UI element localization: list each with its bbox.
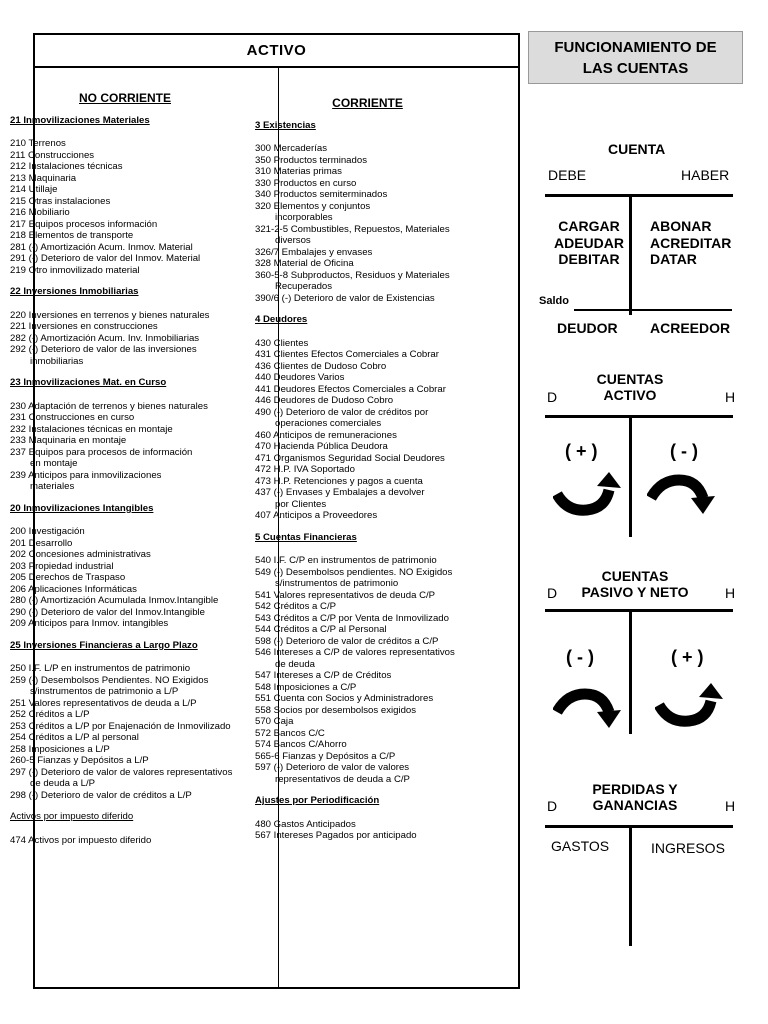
account-label: 214 Utillaje xyxy=(10,184,58,195)
account-item xyxy=(10,310,240,322)
account-item xyxy=(10,161,240,173)
account-item xyxy=(10,698,240,710)
section-title: 3 Existencias xyxy=(255,119,316,131)
account-label: 237 Equipos para procesos de información xyxy=(10,446,193,458)
funcionamiento-title-line1: FUNCIONAMIENTO DE xyxy=(554,39,717,56)
account-label: 436 Clientes de Dudoso Cobro xyxy=(255,360,387,372)
cargar-label: CARGAR xyxy=(558,218,620,234)
account-item xyxy=(255,762,480,785)
abonar-label: ABONAR xyxy=(650,218,712,234)
funcionamiento-title xyxy=(528,31,743,84)
account-item xyxy=(10,732,240,744)
section-title: 20 Inmovilizaciones Intangibles xyxy=(10,502,154,514)
activo-d-label: D xyxy=(547,389,558,405)
account-label: 290 (-) Deterioro de valor del Inmov.Intangible xyxy=(10,606,205,618)
pasivo-t-top-line xyxy=(545,609,733,612)
account-label: 597 (-) Deterioro de valor de valores xyxy=(255,762,410,773)
cargar-column xyxy=(553,218,625,268)
account-label: 430 Clientes xyxy=(255,337,309,349)
pyg-t-top-line xyxy=(545,825,733,828)
corriente-column xyxy=(255,98,480,842)
cuenta-title: CUENTA xyxy=(608,141,666,157)
account-label: 350 Productos terminados xyxy=(255,154,367,166)
account-item xyxy=(255,716,480,728)
account-label-continuation: inmobiliarias xyxy=(30,355,84,367)
activo-h-label: H xyxy=(725,389,736,405)
account-item xyxy=(255,201,480,224)
account-label: 231 Construcciones en curso xyxy=(10,412,135,423)
account-item xyxy=(10,333,240,345)
section-title: 22 Inversiones Inmobiliarias xyxy=(10,286,139,297)
corriente-sections xyxy=(255,120,480,842)
activo-plus-sign: ( + ) xyxy=(565,441,598,461)
account-item xyxy=(10,584,240,596)
account-label: 258 Imposiciones a L/P xyxy=(10,743,110,755)
account-item xyxy=(255,590,480,602)
account-item xyxy=(255,338,480,350)
account-item xyxy=(255,705,480,717)
abonar-column xyxy=(650,218,731,268)
cuenta-t-vertical-line xyxy=(629,194,632,315)
account-item xyxy=(10,835,240,847)
account-label: 431 Clientes Efectos Comerciales a Cobrar xyxy=(255,349,439,360)
pyg-d-label: D xyxy=(547,798,558,814)
account-label-continuation: Recuperados xyxy=(275,281,333,292)
account-label-continuation: s/instrumentos de patrimonio xyxy=(275,578,399,589)
account-label-continuation: representativos de deuda a C/P xyxy=(275,773,410,785)
account-label: 471 Organismos Seguridad Social Deudores xyxy=(255,452,445,464)
account-item xyxy=(10,618,240,630)
no-corriente-title: NO CORRIENTE xyxy=(78,91,171,105)
account-item xyxy=(10,709,240,721)
account-item xyxy=(10,790,240,802)
section-title: 21 Inmovilizaciones Materiales xyxy=(10,114,150,126)
account-label: 326/7 Embalajes y envases xyxy=(255,246,373,258)
cuentas-activo-title-line2: ACTIVO xyxy=(603,387,657,403)
account-label: 472 H.P. IVA Soportado xyxy=(255,464,355,475)
haber-label: HABER xyxy=(681,167,730,183)
account-label-continuation: de deuda a L/P xyxy=(30,778,96,789)
account-label: 253 Créditos a L/P por Enajenación de Inmovilizado xyxy=(10,720,231,732)
account-label: 259 (-) Desembolsos Pendientes. NO Exigidos xyxy=(10,674,209,686)
debitar-label: DEBITAR xyxy=(558,251,620,267)
section-title: 5 Cuentas Financieras xyxy=(255,531,357,543)
saldo-label: Saldo xyxy=(539,295,569,307)
account-label: 220 Inversiones en terrenos y bienes naturales xyxy=(10,309,210,321)
account-item xyxy=(10,424,240,436)
corriente-title: CORRIENTE xyxy=(332,96,403,110)
account-item xyxy=(10,150,240,162)
account-label: 407 Anticipos a Proveedores xyxy=(255,510,378,521)
account-item xyxy=(10,538,240,550)
account-item xyxy=(255,567,480,590)
account-item xyxy=(255,670,480,682)
pasivo-h-label: H xyxy=(725,585,736,601)
account-label: 221 Inversiones en construcciones xyxy=(10,321,158,332)
no-corriente-sections xyxy=(10,115,240,847)
account-label: 216 Mobiliario xyxy=(10,207,70,218)
account-label: 213 Maquinaria xyxy=(10,172,77,184)
account-item xyxy=(255,407,480,430)
cuentas-activo-title xyxy=(560,371,700,403)
account-item xyxy=(255,739,480,751)
account-item xyxy=(255,728,480,740)
account-label: 200 Investigación xyxy=(10,526,85,537)
account-label: 281 (-) Amortización Acum. Inmov. Material xyxy=(10,241,193,253)
account-item xyxy=(255,636,480,648)
account-label: 544 Créditos a C/P al Personal xyxy=(255,624,387,635)
funcionamiento-title-line2: LAS CUENTAS xyxy=(582,60,689,77)
curved-arrow-down-icon xyxy=(553,688,623,732)
account-item xyxy=(10,663,240,675)
account-item xyxy=(255,178,480,190)
account-item xyxy=(255,384,480,396)
section-title: 23 Inmovilizaciones Mat. en Curso xyxy=(10,377,167,388)
account-label: 297 (-) Deterioro de valor de valores representativos xyxy=(10,766,233,778)
account-label: 210 Terrenos xyxy=(10,138,66,149)
account-item xyxy=(255,476,480,488)
account-label: 212 Instalaciones técnicas xyxy=(10,161,123,172)
account-item xyxy=(255,693,480,705)
account-label: 565-6 Fianzas y Depósitos a C/P xyxy=(255,750,396,762)
account-label: 320 Elementos y conjuntos xyxy=(255,200,371,212)
cuentas-activo-title-line1: CUENTAS xyxy=(596,371,664,387)
account-item xyxy=(10,344,240,367)
account-item xyxy=(255,143,480,155)
debe-label: DEBE xyxy=(548,167,587,183)
account-label: 321-2-5 Combustibles, Repuestos, Materiales xyxy=(255,223,450,235)
account-label: 202 Concesiones administrativas xyxy=(10,549,151,560)
ingresos-label: INGRESOS xyxy=(651,840,725,856)
account-item xyxy=(255,624,480,636)
no-corriente-column xyxy=(10,93,240,846)
account-item xyxy=(255,155,480,167)
account-label: 572 Bancos C/C xyxy=(255,727,325,739)
account-item xyxy=(10,595,240,607)
pyg-h-label: H xyxy=(725,798,736,814)
pyg-title-line2: GANANCIAS xyxy=(592,797,678,813)
account-item xyxy=(255,613,480,625)
activo-t-vertical-line xyxy=(629,415,632,537)
account-item xyxy=(10,755,240,767)
account-label-continuation: operaciones comerciales xyxy=(275,418,382,429)
account-item xyxy=(10,767,240,790)
account-label: 252 Créditos a L/P xyxy=(10,709,90,720)
pyg-title xyxy=(565,781,705,813)
account-label: 551 Cuenta con Socios y Administradores xyxy=(255,693,434,704)
account-item xyxy=(255,166,480,178)
account-item xyxy=(10,549,240,561)
account-label: 217 Equipos procesos información xyxy=(10,218,158,230)
account-item xyxy=(255,819,480,831)
account-item xyxy=(10,447,240,470)
account-label: 251 Valores representativos de deuda a L/P xyxy=(10,697,197,709)
account-label: 437 (-) Envases y Embalajes a devolver xyxy=(255,487,425,498)
activo-t-top-line xyxy=(545,415,733,418)
deudor-label: DEUDOR xyxy=(557,320,618,336)
account-item xyxy=(10,196,240,208)
account-item xyxy=(255,601,480,613)
account-label-continuation: s/instrumentos de patrimonio a L/P xyxy=(30,686,179,697)
saldo-line xyxy=(574,309,732,311)
account-label: 206 Aplicaciones Informáticas xyxy=(10,583,137,595)
account-item xyxy=(255,361,480,373)
account-label-continuation: diversos xyxy=(275,235,311,246)
account-label-continuation: de deuda xyxy=(275,658,316,670)
section-title: 25 Inversiones Financieras a Largo Plazo xyxy=(10,639,198,651)
account-item xyxy=(255,224,480,247)
account-label: 219 Otro inmovilizado material xyxy=(10,264,140,276)
account-label: 203 Propiedad industrial xyxy=(10,560,114,572)
section-title: Ajustes por Periodificación xyxy=(255,795,380,806)
account-label: 282 (-) Amortización Acum. Inv. Inmobiliarias xyxy=(10,332,200,344)
account-item xyxy=(10,230,240,242)
adeudar-label: ADEUDAR xyxy=(554,234,624,251)
account-label: 218 Elementos de transporte xyxy=(10,230,134,241)
pasivo-minus-sign: ( - ) xyxy=(566,647,594,667)
account-item xyxy=(255,189,480,201)
activo-title: ACTIVO xyxy=(35,35,518,68)
account-label: 254 Créditos a L/P al personal xyxy=(10,732,139,743)
account-label: 232 Instalaciones técnicas en montaje xyxy=(10,423,173,435)
account-label: 390/6 (-) Deterioro de valor de Existencias xyxy=(255,292,435,304)
account-label-continuation: por Clientes xyxy=(275,498,327,510)
account-label: 460 Anticipos de remuneraciones xyxy=(255,429,397,441)
account-item xyxy=(255,270,480,293)
pyg-title-line1: PERDIDAS Y xyxy=(592,781,678,797)
account-label: 291 (-) Deterioro de valor del Inmov. Material xyxy=(10,253,201,264)
account-item xyxy=(255,441,480,453)
account-label: 574 Bancos C/Ahorro xyxy=(255,739,347,750)
account-label: 360-5-8 Subproductos, Residuos y Materiales xyxy=(255,269,450,281)
account-item xyxy=(255,430,480,442)
account-item xyxy=(10,321,240,333)
acreedor-label: ACREEDOR xyxy=(650,320,731,336)
cuenta-t-top-line xyxy=(545,194,733,197)
account-item xyxy=(255,555,480,567)
account-item xyxy=(255,510,480,522)
account-label: 298 (-) Deterioro de valor de créditos a L/P xyxy=(10,789,192,801)
account-label: 543 Créditos a C/P por Venta de Inmovilizado xyxy=(255,612,449,624)
account-label: 292 (-) Deterioro de valor de las inversiones xyxy=(10,344,197,355)
account-label: 328 Material de Oficina xyxy=(255,258,354,269)
account-item xyxy=(10,412,240,424)
account-item xyxy=(255,293,480,305)
account-label: 441 Deudores Efectos Comerciales a Cobrar xyxy=(255,383,446,395)
curved-arrow-up-icon xyxy=(655,683,725,727)
activo-minus-sign: ( - ) xyxy=(670,441,698,461)
gastos-label: GASTOS xyxy=(551,838,610,854)
account-label: 230 Adaptación de terrenos y bienes naturales xyxy=(10,400,208,412)
account-label: 546 Intereses a C/P de valores representativos xyxy=(255,647,455,658)
cuentas-pasivo-title-line2: PASIVO Y NETO xyxy=(581,584,689,600)
account-item xyxy=(10,675,240,698)
account-item xyxy=(255,349,480,361)
account-label: 540 I.F. C/P en instrumentos de patrimonio xyxy=(255,555,437,566)
datar-label: DATAR xyxy=(650,251,697,267)
account-item xyxy=(255,464,480,476)
account-label: 215 Otras instalaciones xyxy=(10,195,111,207)
pasivo-d-label: D xyxy=(547,585,558,601)
account-item xyxy=(255,258,480,270)
account-label-continuation: materiales xyxy=(30,481,75,492)
account-item xyxy=(10,572,240,584)
account-item xyxy=(10,265,240,277)
account-item xyxy=(255,487,480,510)
account-label: 340 Productos semiterminados xyxy=(255,189,388,200)
account-item xyxy=(10,470,240,493)
account-item xyxy=(255,247,480,259)
curved-arrow-down-icon xyxy=(647,474,717,518)
account-label: 440 Deudores Varios xyxy=(255,372,345,383)
account-label: 598 (-) Deterioro de valor de créditos a C/P xyxy=(255,635,439,647)
pasivo-plus-sign: ( + ) xyxy=(671,647,704,667)
account-label: 473 H.P. Retenciones y pagos a cuenta xyxy=(255,475,423,487)
account-item xyxy=(255,453,480,465)
account-item xyxy=(255,830,480,842)
account-item xyxy=(10,184,240,196)
account-item xyxy=(10,207,240,219)
account-label: 547 Intereses a C/P de Créditos xyxy=(255,670,392,681)
account-label: 209 Anticipos para Inmov. intangibles xyxy=(10,618,169,629)
account-item xyxy=(10,138,240,150)
account-label: 558 Socios por desembolsos exigidos xyxy=(255,704,417,716)
pyg-t-vertical-line xyxy=(629,825,632,946)
account-label: 201 Desarrollo xyxy=(10,537,73,549)
account-item xyxy=(10,173,240,185)
account-label: 542 Créditos a C/P xyxy=(255,601,337,612)
account-label: 474 Activos por impuesto diferido xyxy=(10,834,152,846)
account-item xyxy=(10,435,240,447)
cuentas-pasivo-title xyxy=(560,568,710,600)
account-label: 570 Caja xyxy=(255,716,294,727)
account-label: 567 Intereses Pagados por anticipado xyxy=(255,830,417,841)
account-item xyxy=(10,721,240,733)
account-label-continuation: incorporables xyxy=(275,212,333,223)
account-label: 490 (-) Deterioro de valor de créditos por xyxy=(255,406,429,418)
account-label: 470 Hacienda Pública Deudora xyxy=(255,441,388,452)
account-item xyxy=(10,526,240,538)
section-title: Activos por impuesto diferido xyxy=(10,811,134,822)
section-title: 4 Deudores xyxy=(255,314,308,325)
account-item xyxy=(10,253,240,265)
account-label-continuation: en montaje xyxy=(30,458,78,469)
account-label: 480 Gastos Anticipados xyxy=(255,818,356,830)
account-item xyxy=(10,219,240,231)
pasivo-t-vertical-line xyxy=(629,609,632,734)
account-label: 233 Maquinaria en montaje xyxy=(10,435,127,446)
cuentas-pasivo-title-line1: CUENTAS xyxy=(601,568,669,584)
account-label: 260-5 Fianzas y Depósitos a L/P xyxy=(10,755,149,766)
acreditar-label: ACREDITAR xyxy=(650,234,732,251)
account-item xyxy=(10,561,240,573)
curved-arrow-up-icon xyxy=(553,472,623,516)
account-label: 446 Deudores de Dudoso Cobro xyxy=(255,395,394,406)
account-item xyxy=(10,607,240,619)
account-item xyxy=(255,647,480,670)
account-item xyxy=(255,682,480,694)
account-label: 205 Derechos de Traspaso xyxy=(10,572,126,583)
account-item xyxy=(255,395,480,407)
account-item xyxy=(255,751,480,763)
account-item xyxy=(10,401,240,413)
account-label: 548 Imposiciones a C/P xyxy=(255,681,357,693)
account-label: 280 (-) Amortización Acumulada Inmov.Intangible xyxy=(10,595,219,606)
account-label: 541 Valores representativos de deuda C/P xyxy=(255,589,436,601)
account-label: 239 Anticipos para inmovilizaciones xyxy=(10,469,162,481)
account-label: 250 I.F. L/P en instrumentos de patrimonio xyxy=(10,663,191,674)
account-item xyxy=(10,744,240,756)
account-label: 300 Mercaderías xyxy=(255,143,327,154)
account-item xyxy=(255,372,480,384)
account-label: 549 (-) Desembolsos pendientes. NO Exigidos xyxy=(255,566,453,578)
account-label: 310 Materias primas xyxy=(255,166,342,177)
account-label: 330 Productos en curso xyxy=(255,177,357,189)
account-item xyxy=(10,242,240,254)
account-label: 211 Construcciones xyxy=(10,149,95,161)
